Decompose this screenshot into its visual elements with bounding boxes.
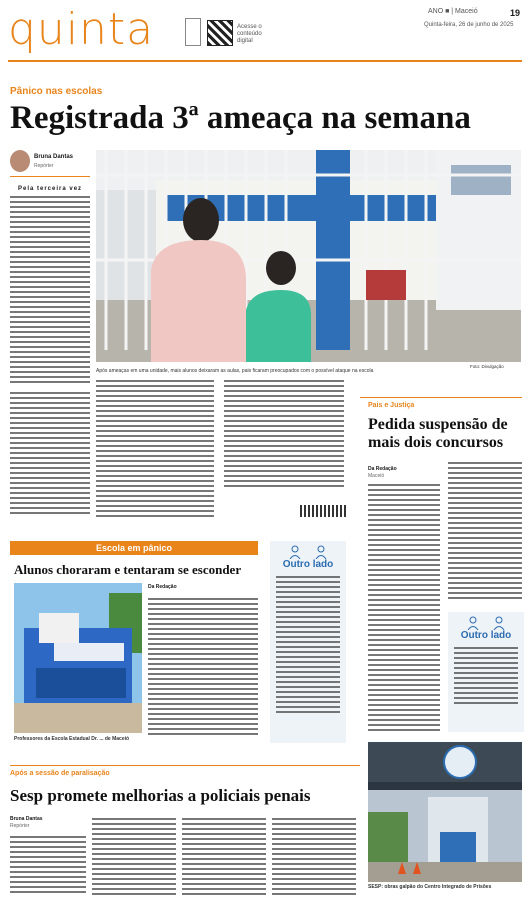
feature-photo-caption: Professores da Escola Estadual Dr. ... de Maceió xyxy=(14,736,130,742)
police-column-3 xyxy=(182,818,266,896)
police-author-role: Repórter xyxy=(10,823,30,829)
feature-author: Da Redação xyxy=(148,584,177,590)
side-kicker: Pais e Justiça xyxy=(368,402,415,409)
feature-outro-title: Outro lado xyxy=(282,559,334,570)
lead-kicker: Pânico nas escolas xyxy=(10,86,103,97)
lead-column-1b xyxy=(10,392,90,517)
side-column-1 xyxy=(368,484,440,734)
author-avatar xyxy=(10,150,30,172)
feature-outro-box xyxy=(270,541,346,743)
page-number: 19 xyxy=(510,8,521,18)
lead-headline: Registrada 3ª ameaça na semana xyxy=(10,100,471,136)
feature-photo xyxy=(14,583,142,733)
side-author: Da Redação xyxy=(368,466,397,472)
drop-cap-text: Pela terceira vez xyxy=(18,186,83,192)
side-rule xyxy=(360,397,522,398)
feature-banner: Escola em pânico xyxy=(10,541,258,555)
person-icon xyxy=(315,545,327,559)
police-photo xyxy=(368,742,522,882)
header-edition: ANO ■ | Maceió xyxy=(428,8,478,15)
police-column-1 xyxy=(10,836,86,896)
lead-photo xyxy=(96,150,521,362)
police-photo-caption: SESP: obras galpão do Centro Integrado de Prisões xyxy=(368,884,492,890)
lead-author-role: Repórter xyxy=(34,163,54,169)
lead-column-3 xyxy=(224,380,344,490)
lead-photo-credit: Foto: Divulgação xyxy=(470,364,504,369)
qr-caption: Acesse o conteúdo digital xyxy=(237,24,262,44)
header-rule xyxy=(8,60,522,62)
person-icon xyxy=(467,616,479,630)
lead-column-1 xyxy=(10,196,90,386)
police-rule xyxy=(10,765,360,766)
police-author: Bruna Dantas xyxy=(10,816,43,822)
police-kicker: Após a sessão de paralisação xyxy=(10,770,110,777)
header-date: Quinta-feira, 26 de junho de 2025 xyxy=(424,22,514,28)
feature-column-1 xyxy=(148,598,258,738)
side-author-role: Maceió xyxy=(368,473,385,479)
lead-author: Bruna Dantas xyxy=(34,154,74,160)
police-column-2 xyxy=(92,818,176,896)
person-icon xyxy=(493,616,505,630)
lead-column-2 xyxy=(96,380,214,520)
feature-headline: Alunos choraram e tentaram se esconder xyxy=(14,562,242,577)
qr-code-icon[interactable] xyxy=(207,20,233,46)
side-headline: Pedida suspensão de mais dois concursos xyxy=(368,416,508,451)
author-rule xyxy=(10,176,90,177)
section-masthead: quinta xyxy=(8,4,155,55)
side-outro-text xyxy=(454,647,518,707)
side-outro-box xyxy=(448,612,524,732)
lead-photo-caption: Após ameaças em uma unidade, mais alunos deixaram as aulas, pais ficaram preocupados com o possível ataque na escola xyxy=(96,368,374,374)
prison-gate-illustration xyxy=(368,742,522,882)
person-icon xyxy=(289,545,301,559)
lead-signoff-icon xyxy=(300,505,346,517)
side-column-2 xyxy=(448,462,522,600)
school-building-illustration xyxy=(14,583,142,733)
police-headline: Sesp promete melhorias a policiais penais xyxy=(10,786,311,805)
newspaper-logo-icon xyxy=(185,18,201,46)
feature-outro-text xyxy=(276,576,340,716)
side-outro-title: Outro lado xyxy=(460,630,512,641)
police-column-4 xyxy=(272,818,356,896)
school-gate-illustration xyxy=(96,150,521,362)
